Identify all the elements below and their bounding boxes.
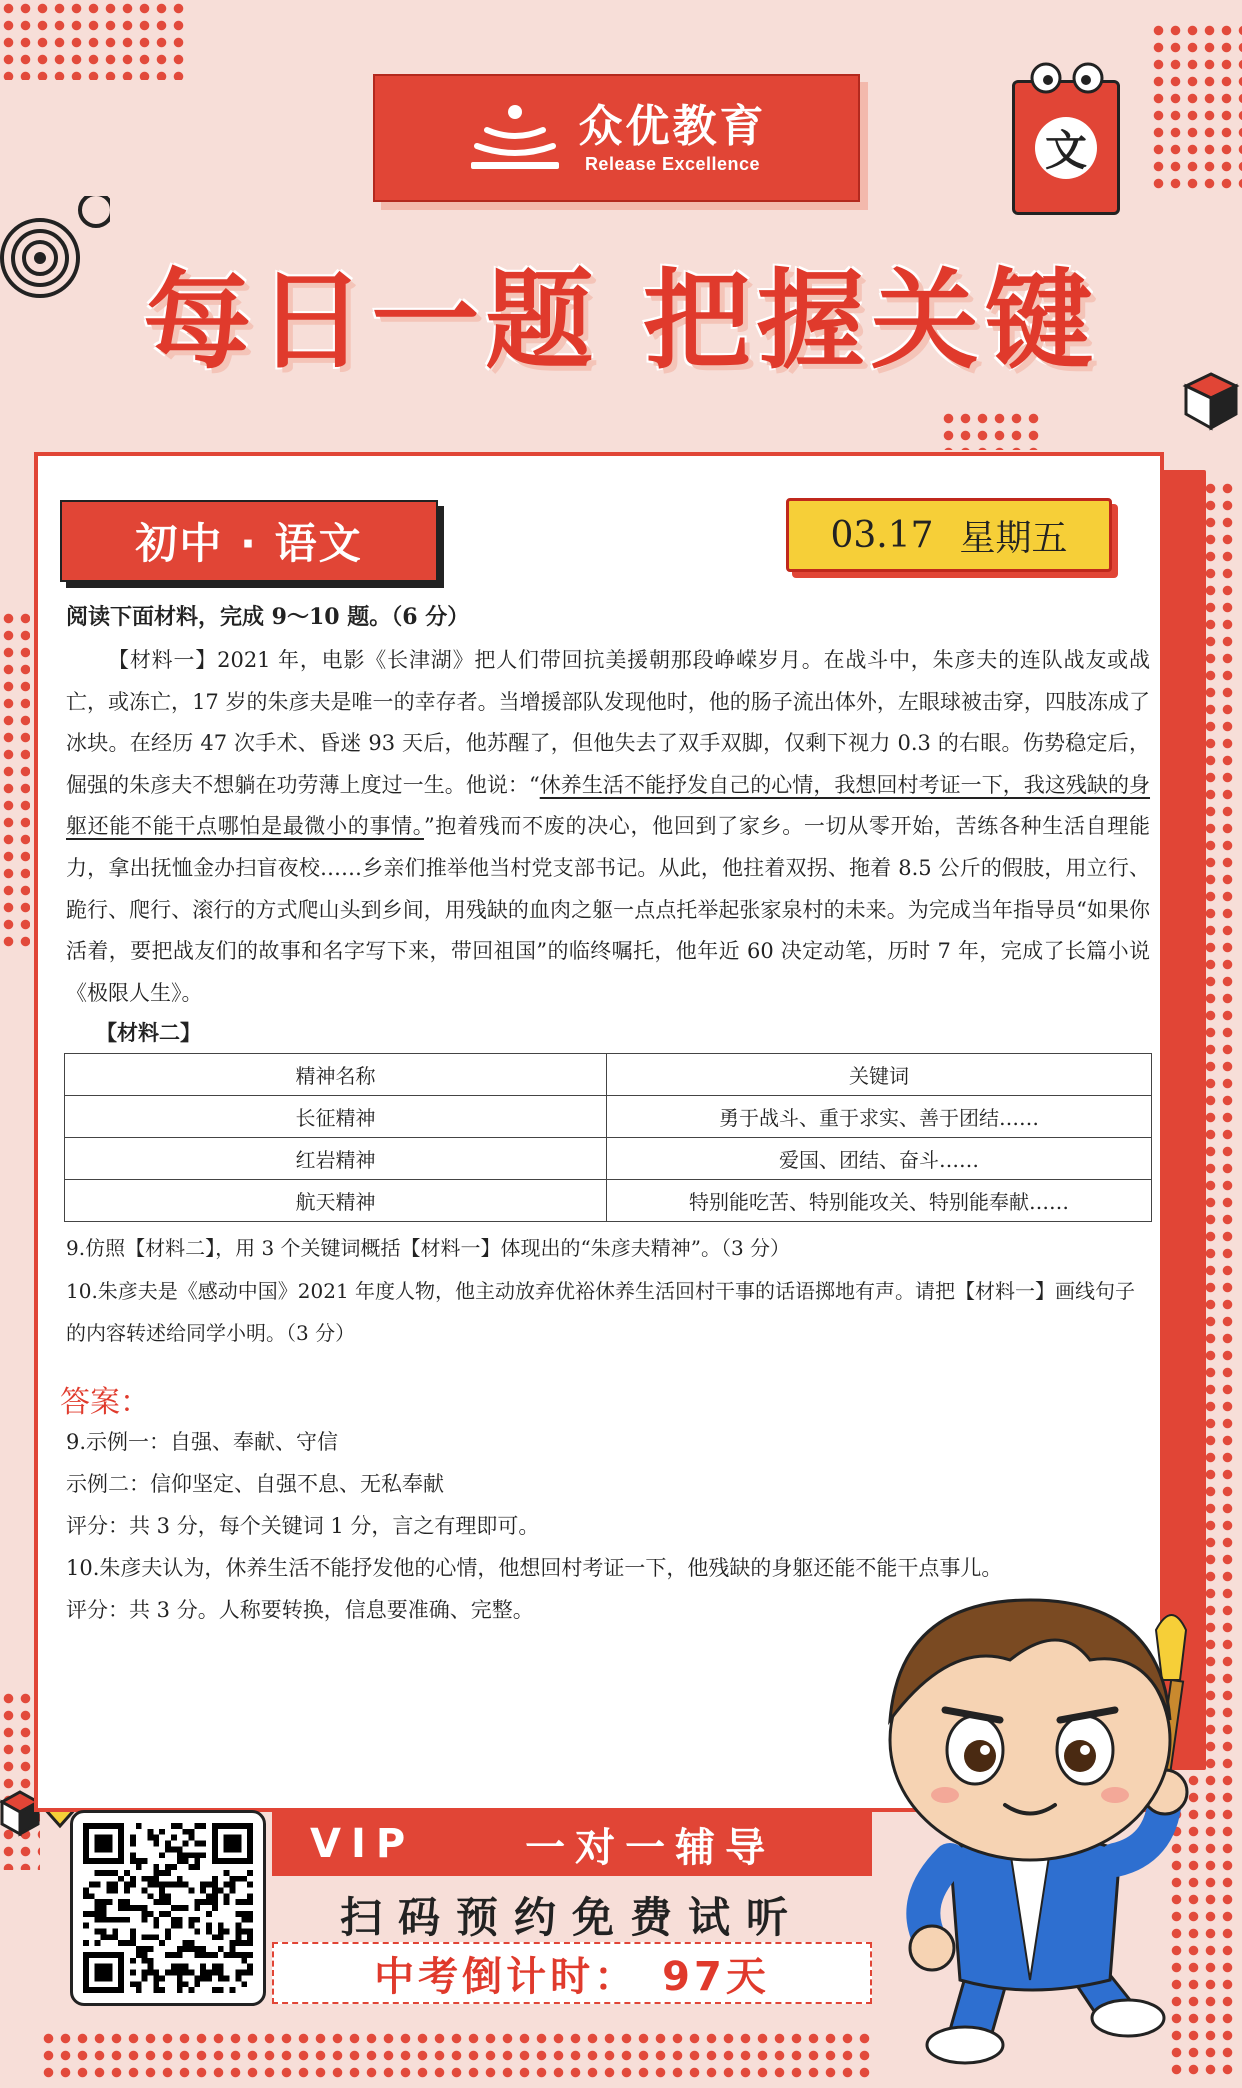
decor-dots-right-top [940, 410, 1040, 450]
table-cell: 爱国、团结、奋斗…… [607, 1138, 1152, 1180]
table-row [65, 1180, 1152, 1222]
subject-tag: 初中 · 语文 [60, 500, 438, 582]
question-9: 9.仿照【材料二】，用 3 个关键词概括【材料一】体现出的“朱彦夫精神”。（3 分） [66, 1236, 791, 1260]
brand-name-en: Release Excellence [584, 154, 761, 174]
answer-line: 10.朱彦夫认为，休养生活不能抒发他的心情，他想回村考证一下，他残缺的身躯还能不能干点事儿。 [66, 1556, 1003, 1580]
answer-line: 评分：共 3 分，每个关键词 1 分，言之有理即可。 [66, 1514, 540, 1538]
table-cell: 勇于战斗、重于求实、善于团结…… [607, 1096, 1152, 1138]
material-one-text: 【材料一】2021 年，电影《长津湖》把人们带回抗美援朝那段峥嵘岁月。在战斗中，朱彦夫的连队战友或战亡，或冻亡，17 岁的朱彦夫是唯一的幸存者。当增援部队发现他时，他的肠子流出体外，左眼球被击穿，四肢冻成了冰块。在经历 47 次手术、昏迷 93 天后，他苏醒了，但他失去了双手双脚，仅剩下视力 0.3 的右眼。伤势稳定后，倔强的朱彦夫不想躺在功劳薄上度过一生。他说：“ [66, 648, 1150, 797]
one-on-one-label: 一对一辅导 [525, 1824, 776, 1871]
subject-mascot-badge [1012, 80, 1120, 215]
decor-dots-left-mid [0, 610, 30, 950]
date-tag [786, 498, 1112, 572]
answer-line: 9.示例一：自强、奉献、守信 [66, 1430, 339, 1454]
table-cell: 长征精神 [65, 1096, 607, 1138]
qr-code-icon [83, 1823, 253, 1993]
table-cell: 特别能吃苦、特别能攻关、特别能奉献…… [607, 1180, 1152, 1222]
qr-code[interactable] [70, 1810, 266, 2006]
exam-countdown [272, 1942, 872, 2004]
page-title: 每日一题 把握关键 [143, 259, 1099, 384]
badge-eyes-icon [1022, 60, 1112, 96]
decor-dots-bottom [40, 2030, 870, 2080]
table-header-cell: 精神名称 [65, 1054, 607, 1096]
answer-line: 示例二：信仰坚定、自强不息、无私奉献 [66, 1472, 444, 1496]
decor-dots-top-left [0, 0, 190, 80]
table-header-row [65, 1054, 1152, 1096]
material-one [66, 640, 1150, 1014]
logo-icon [467, 102, 563, 174]
material-two-label: 【材料二】 [96, 1020, 201, 1045]
table-header-cell: 关键词 [607, 1054, 1152, 1096]
table-cell: 红岩精神 [65, 1138, 607, 1180]
table-row [65, 1138, 1152, 1180]
brand-logo [373, 74, 860, 202]
question-intro: 阅读下面材料，完成 9～10 题。（6 分） [66, 604, 470, 630]
spirit-table [64, 1053, 1152, 1222]
subject-badge-char: 文 [1035, 117, 1097, 179]
question-10: 10.朱彦夫是《感动中国》2021 年度人物，他主动放弃优裕休养生活回村干事的话语掷地有声。请把【材料一】画线句子的内容转述给同学小明。（3 分） [66, 1279, 1136, 1345]
date-day: 03.17 [830, 514, 934, 556]
scan-cta: 扫码预约免费试听 [339, 1893, 804, 1942]
countdown-label: 中考倒计时： [374, 1953, 639, 2000]
brand-name-cn: 众优教育 [578, 101, 767, 152]
table-row [65, 1096, 1152, 1138]
vip-bar [272, 1812, 872, 1876]
material-one-underlined: 休养生活不能抒发自己的心情，我想回村考证一下，我这残缺的身躯还能不能干点哪怕是最微小的事情。 [66, 772, 1151, 839]
answer-line: 评分：共 3 分。人称要转换，信息要准确、完整。 [66, 1598, 534, 1622]
student-mascot-icon [860, 1560, 1220, 2080]
vip-label: VIP [310, 1821, 416, 1867]
date-weekday: 星期五 [959, 517, 1068, 559]
decor-dots-top-right [1150, 22, 1242, 192]
answer-label: 答案： [60, 1385, 150, 1420]
table-cell: 航天精神 [65, 1180, 607, 1222]
material-one-text-end: ”抱着残而不废的决心，他回到了家乡。一切从零开始，苦练各种生活自理能力，拿出抚恤金办扫盲夜校……乡亲们推举他当村党支部书记。从此，他拄着双拐、拖着 8.5 公斤的假肢，用立行、跪行、爬行、滚行的方式爬山头到乡间，用残缺的血肉之躯一点点托举起张家泉村的未来。为完成当年指导员“如果你活着，要把战友们的故事和名字写下来，带回祖国”的临终嘱托，他年近 60 决定动笔，历时 7 年，完成了长篇小说《极限人生》。 [66, 814, 1151, 1005]
countdown-value: 97天 [662, 1953, 770, 2000]
